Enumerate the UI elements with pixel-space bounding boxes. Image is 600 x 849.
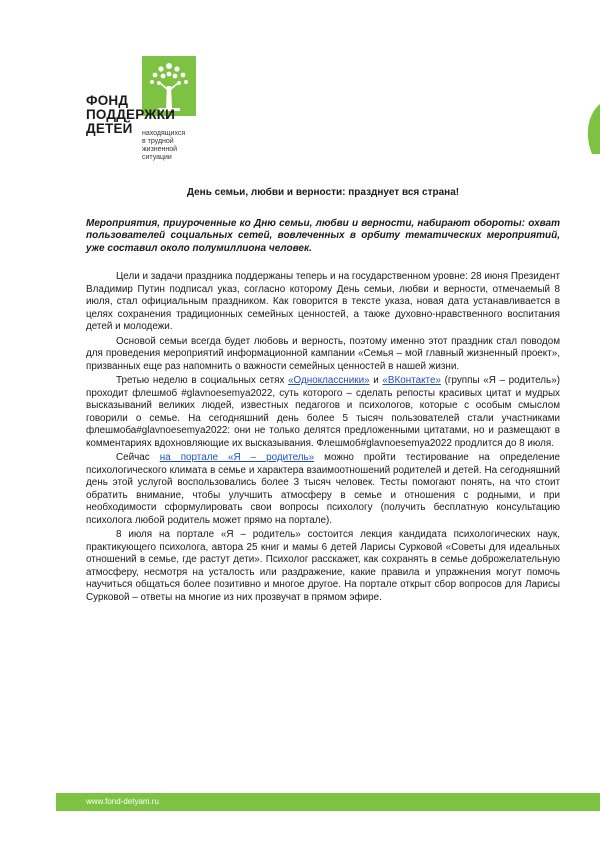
paragraph-3: [86, 375, 560, 450]
logo-sub-line-2: в трудной: [142, 138, 174, 145]
paragraph-4-text-b: можно пройти тестирование на определение психологического климата в семье и характера взаимоотношений родителей и детей. На сегодняшний день этой услугой воспользовались более 3 тысяч человек. Тесты помогают понять, на что стоит обратить внимание, чтобы улучшить атмосферу в семье и отношения с родными, и при необходимости сформулировать свои вопросы психологу (получить бесплатную консультацию психолога любой родитель может прямо на портале).: [86, 452, 560, 526]
headline: День семьи, любви и верности: празднует вся страна!: [186, 187, 460, 198]
foundation-logo: [86, 56, 226, 176]
paragraph-1: Цели и задачи праздника поддержаны теперь и на государственном уровне: 28 июня Президент Владимир Путин подписал указ, согласно которому День семьи, любви и верности, отмечаемый 8 июля, стал официальным праздником. Как говорится в тексте указа, новая дата устанавливается в целях сохранения традиционных семейных ценностей, а также духовно-нравственного воспитания детей и молодежи.: [86, 271, 560, 332]
paragraph-4-text-a: Сейчас: [116, 452, 160, 463]
vkontakte-link[interactable]: «ВКонтакте»: [382, 375, 441, 386]
paragraph-5: 8 июля на портале «Я – родитель» состоится лекция кандидата психологических наук, практикующего психолога, автора 25 книг и мамы 6 детей Ларисы Сурковой «Советы для идеальных отношений в семье, где растут дети». Психолог расскажет, как сохранять в семье доброжелательную атмосферу, несмотря на усталость или раздражение, какие правила и упражнения могут помочь научиться общаться более позитивно и многое другое. На портале открыт сбор вопросов для Ларисы Сурковой – ответы на многие из них прозвучат в прямом эфире.: [86, 529, 560, 603]
leaf-decoration-icon: [582, 104, 600, 154]
paragraph-2: Основой семьи всегда будет любовь и верность, поэтому именно этот праздник стал поводом для проведения мероприятий информационной кампании «Семья – мой главный жизненный проект», призванных еще раз напомнить о важности семейных ценностей в нашей жизни.: [86, 335, 560, 372]
paragraph-3-text-a: Третью неделю в социальных сетях: [116, 375, 289, 386]
logo-sub-line-3: жизненной: [142, 146, 178, 153]
press-release: [86, 187, 560, 606]
parent-portal-link[interactable]: на портале «Я – родитель»: [159, 452, 315, 463]
logo-sub-line-4: ситуации: [142, 154, 172, 161]
odnoklassniki-link[interactable]: «Одноклассники»: [288, 375, 370, 386]
footer-url: www.fond-detyam.ru: [86, 797, 159, 806]
logo-line-2: ПОДДЕРЖКИ: [86, 107, 176, 122]
logo-sub-line-1: находящихся: [142, 130, 186, 137]
footer-bar: [56, 793, 600, 811]
paragraph-3-text-c: (группы «Я – родитель») проходит флешмоб #glavnoesemya2022, суть которого – сделать репосты красивых цитат и мудрых высказываний великих людей, известных педагогов и психологов, которые с особым смыслом говорили о семье. На сегодняшний день более 5 тысяч пользователей стали участниками флешмоба#glavnoesemya2022: они не только делятся предложенными цитатами, но и размещают в комментариях вдохновляющие их высказывания. Флешмоб#glavnoesemya2022 продлится до 8 июля.: [86, 375, 560, 449]
paragraph-4: [86, 452, 560, 527]
logo-subtitle: [142, 130, 185, 162]
lead-paragraph: Мероприятия, приуроченные ко Дню семьи, любви и верности, набирают обороты: охват пользователей социальных сетей, вовлеченных в орбиту тематических мероприятий, уже составил около полумиллиона человек.: [86, 217, 560, 254]
logo-line-1: ФОНД: [86, 93, 129, 108]
paragraph-3-text-b: и: [369, 375, 383, 386]
logo-line-3: ДЕТЕЙ: [86, 121, 133, 136]
